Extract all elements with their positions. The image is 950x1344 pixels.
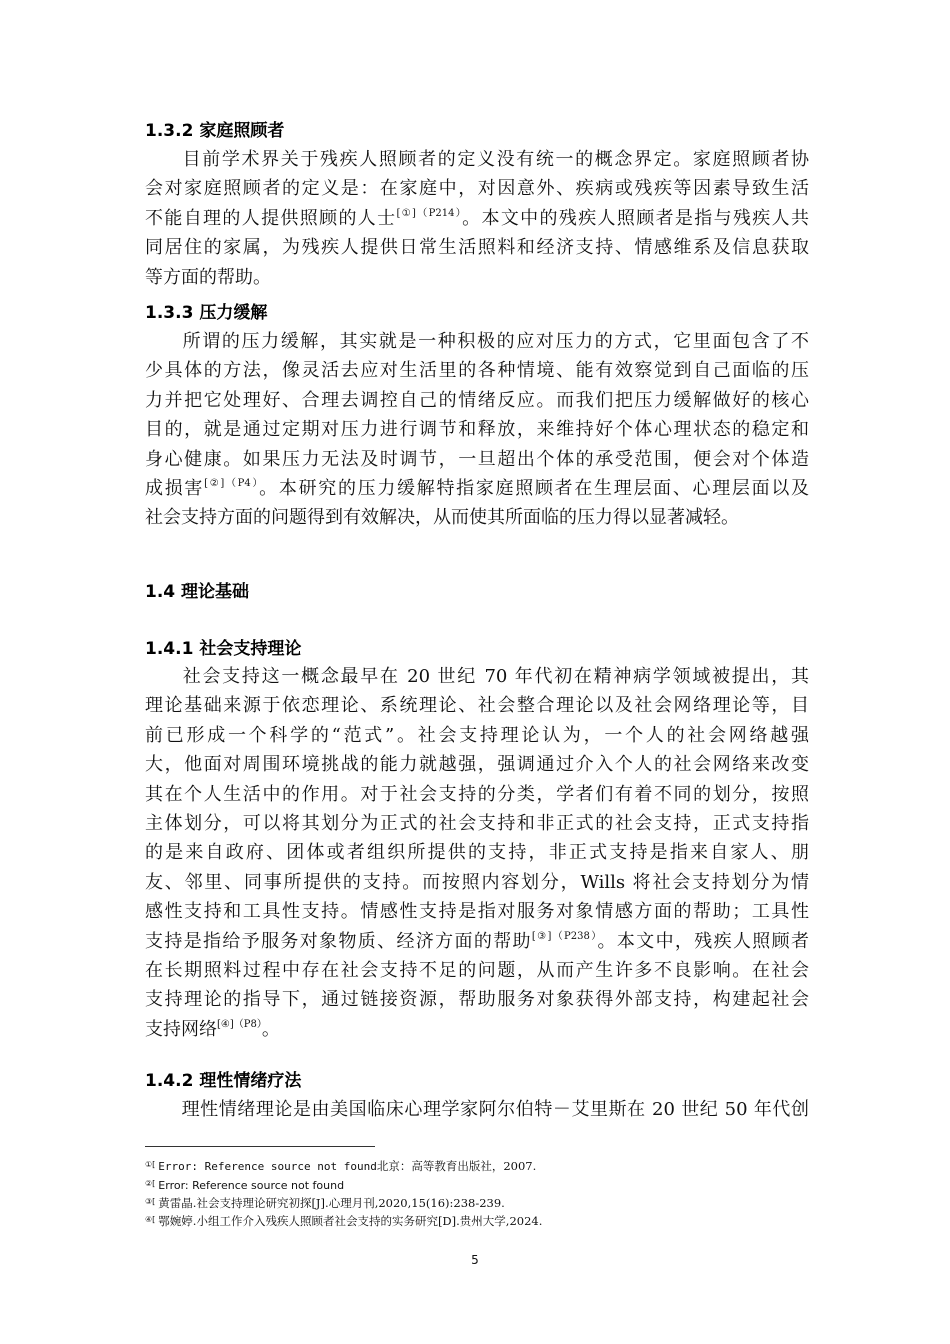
text-line: 同居住的家属，为残疾人提供日常生活照料和经济支持、情感维系及信息获取 (145, 237, 809, 259)
citation-ref-2: [②]（P4） (204, 477, 260, 489)
text-line: 。本研究的压力缓解特指家庭照顾者在生理层面、心理层面以及 (259, 477, 809, 499)
heading-1-3-2: 1.3.2 家庭照顾者 (145, 121, 285, 141)
text-line: 主体划分，可以将其划分为正式的社会支持和非正式的社会支持，正式支持指 (145, 812, 809, 834)
text-line: 会对家庭照顾者的定义是：在家庭中，对因意外、疾病或残疾等因素导致生活 (145, 178, 809, 200)
footnote-marker: ②[ (145, 1179, 156, 1188)
paragraph-ret (145, 1095, 809, 1124)
text-line: 感性支持和工具性支持。情感性支持是指对服务对象情感方面的帮助；工具性 (145, 901, 809, 923)
footnote-2 (145, 1176, 344, 1193)
text-line: 其在个人生活中的作用。对于社会支持的分类，学者们有着不同的划分，按照 (145, 783, 809, 805)
heading-1-4-1: 1.4.1 社会支持理论 (145, 639, 302, 659)
footnote-separator (145, 1146, 375, 1147)
text-line: 的是来自政府、团体或者组织所提供的支持，非正式支持是指来自家人、朋 (145, 842, 809, 864)
heading-1-3-3: 1.3.3 压力缓解 (145, 303, 268, 323)
text-line: 不能自理的人提供照顾的人士 (145, 207, 397, 229)
footnote-marker: ③[ (145, 1197, 156, 1206)
paragraph-family-caregiver (145, 145, 809, 292)
paragraph-social-support-theory (145, 662, 809, 1044)
footnote-text: Error: Reference source not found (158, 1179, 345, 1192)
text-line: 社会支持方面的问题得到有效解决，从而使其所面临的压力得以显著减轻。 (145, 507, 739, 529)
footnote-text: 鄂婉婷.小组工作介入残疾人照顾者社会支持的实务研究[D].贵州大学,2024. (158, 1214, 543, 1228)
text-line: 所谓的压力缓解，其实就是一种积极的应对压力的方式，它里面包含了不 (181, 331, 809, 352)
text-line: 理性情绪理论是由美国临床心理学家阿尔伯特－艾里斯在 20 世纪 50 年代创 (181, 1099, 809, 1120)
page-number: 5 (471, 1253, 479, 1267)
citation-ref-4: [④]（P8） (217, 1018, 262, 1030)
text-line: 少具体的方法，像灵活去应对生活里的各种情境、能有效察觉到自己面临的压 (145, 360, 809, 382)
text-line: 支持是指给予服务对象物质、经济方面的帮助 (145, 930, 532, 952)
citation-ref-1: [①]（P214） (396, 207, 463, 219)
text-line: 大，他面对周围环境挑战的能力就越强，强调通过介入个人的社会网络来改变 (145, 754, 809, 776)
text-line: 支持网络 (145, 1018, 217, 1040)
text-line: 友、邻里、同事所提供的支持。而按照内容划分，Wills 将社会支持划分为情 (145, 871, 809, 893)
text-line: 成损害 (145, 477, 205, 499)
text-line: 。本文中，残疾人照顾者 (597, 930, 809, 952)
citation-ref-3: [③]（P238） (531, 930, 598, 942)
footnote-marker: ④[ (145, 1215, 156, 1224)
text-line: 。 (261, 1018, 280, 1040)
footnote-marker: ①[ (145, 1160, 156, 1169)
footnote-text: 黄雷晶.社会支持理论研究初探[J].心理月刊,2020,15(16):238-239. (158, 1196, 505, 1210)
text-line: 支持理论的指导下，通过链接资源，帮助服务对象获得外部支持，构建起社会 (145, 989, 809, 1011)
text-line: 力并把它处理好、合理去调控自己的情绪反应。而我们把压力缓解做好的核心 (145, 389, 809, 411)
footnote-text: 北京：高等教育出版社，2007. (376, 1159, 537, 1173)
footnote-1 (145, 1157, 536, 1174)
text-line: 前已形成一个科学的“范式”。社会支持理论认为，一个人的社会网络越强 (145, 724, 809, 746)
text-line: 。本文中的残疾人照顾者是指与残疾人共 (462, 207, 809, 229)
heading-1-4: 1.4 理论基础 (145, 582, 250, 602)
heading-1-4-2: 1.4.2 理性情绪疗法 (145, 1071, 302, 1091)
footnote-error-text: Error: Reference source not found (158, 1160, 377, 1173)
text-line: 身心健康。如果压力无法及时调节，一旦超出个体的承受范围，便会对个体造 (145, 448, 809, 470)
text-line: 理论基础来源于依恋理论、系统理论、社会整合理论以及社会网络理论等，目 (145, 695, 809, 717)
text-line: 目的，就是通过定期对压力进行调节和释放，来维持好个体心理状态的稳定和 (145, 419, 809, 441)
footnote-3 (145, 1194, 505, 1211)
text-line: 目前学术界关于残疾人照顾者的定义没有统一的概念界定。家庭照顾者协 (181, 149, 809, 170)
text-line: 等方面的帮助。 (145, 266, 271, 288)
paragraph-stress-relief (145, 327, 809, 533)
text-line: 社会支持这一概念最早在 20 世纪 70 年代初在精神病学领域被提出，其 (181, 666, 809, 687)
text-line: 在长期照料过程中存在社会支持不足的问题，从而产生许多不良影响。在社会 (145, 959, 809, 981)
footnote-4 (145, 1212, 542, 1229)
